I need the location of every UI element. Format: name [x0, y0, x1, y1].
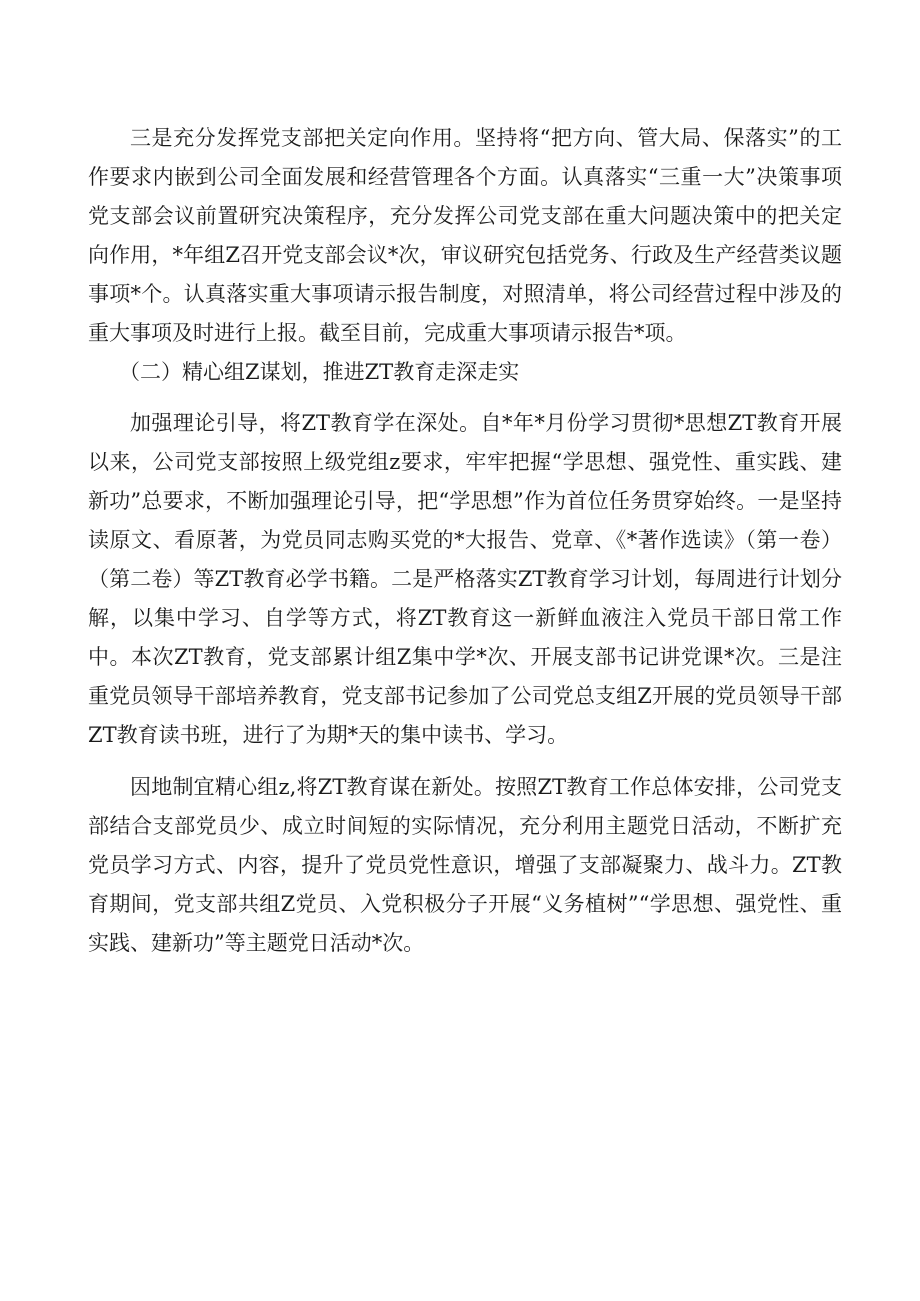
paragraph-local-organization: 因地制宜精心组z,将ZT教育谋在新处。按照ZT教育工作总体安排，公司党支部结合支部党员少、成立时间短的实际情况，充分利用主题党日活动，不断扩充党员学习方式、内容，提升了党员党性意识，增强了支部凝聚力、战斗力。ZT教育期间，党支部共组Z党员、入党积极分子开展“义务植树”“学思想、强党性、重实践、建新功”等主题党日活动*次。	[88, 775, 842, 955]
section-heading-2: （二）精心组Z谋划，推进ZT教育走深走实	[119, 360, 520, 384]
paragraph-party-branch-guidance: 三是充分发挥党支部把关定向作用。坚持将“把方向、管大局、保落实”的工作要求内嵌到公司全面发展和经营管理各个方面。认真落实“三重一大”决策事项党支部会议前置研究决策程序，充分发挥公司党支部在重大问题决策中的把关定向作用，*年组Z召开党支部会议*次，审议研究包括党务、行政及生产经营类议题事项*个。认真落实重大事项请示报告制度，对照清单，将公司经营过程中涉及的重大事项及时进行上报。截至目前，完成重大事项请示报告*项。	[88, 126, 842, 345]
paragraph-theory-guidance: 加强理论引导，将ZT教育学在深处。自*年*月份学习贯彻*思想ZT教育开展以来，公司党支部按照上级党组z要求，牢牢把握“学思想、强党性、重实践、建新功”总要求，不断加强理论引导，把“学思想”作为首位任务贯穿始终。一是坚持读原文、看原著，为党员同志购买党的*大报告、党章、《*著作选读》（第一卷）（第二卷）等ZT教育必学书籍。二是严格落实ZT教育学习计划，每周进行计划分解，以集中学习、自学等方式，将ZT教育这一新鲜血液注入党员干部日常工作中。本次ZT教育，党支部累计组Z集中学*次、开展支部书记讲党课*次。三是注重党员领导干部培养教育，党支部书记参加了公司党总支组Z开展的党员领导干部ZT教育读书班，进行了为期*天的集中读书、学习。	[88, 411, 842, 747]
paragraph-gap	[88, 755, 842, 768]
document-body	[88, 119, 842, 963]
